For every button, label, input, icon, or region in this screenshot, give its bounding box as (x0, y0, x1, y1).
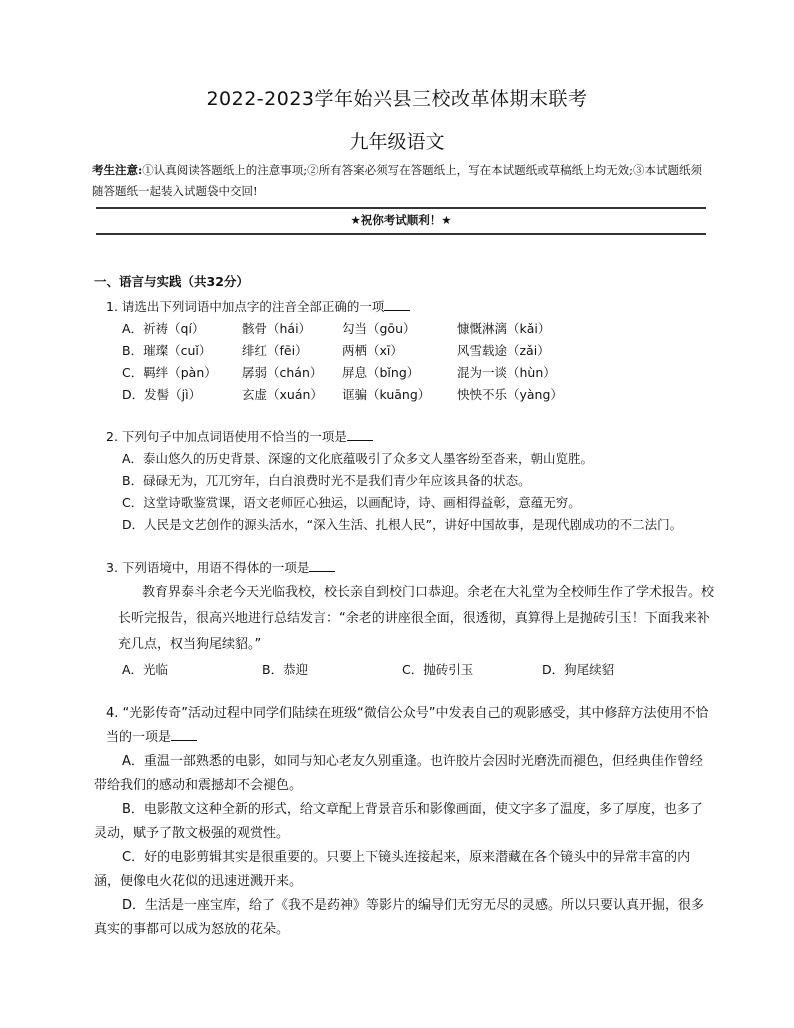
q1-b-4: 风雪载途（zǎi） (457, 343, 550, 358)
exam-notice (92, 160, 708, 202)
q2-option-a: A．泰山悠久的历史背景、深邃的文化底蕴吸引了众多文人墨客纷至沓来，朝山览胜。 (122, 451, 594, 466)
question-2-stem-text: 2. 下列句子中加点词语使用不恰当的一项是 (106, 429, 347, 444)
q1-option-c (94, 362, 714, 384)
answer-blank (309, 559, 335, 572)
q1-b-1: B．璀璨（cuǐ） (122, 343, 212, 358)
q3-passage: 教育界泰斗余老今天光临我校，校长亲自到校门口恭迎。余老在大礼堂为全校师生作了学术报告。校长听完报告，很高兴地进行总结发言：“余老的讲座很全面，很透彻，真算得上是抛砖引玉！下面我来补充几点，权当狗尾续貂。” (118, 585, 715, 652)
q1-d-2: 玄虚（xuán） (242, 387, 323, 402)
q4-option-a: A．重温一部熟悉的电影，如同与知心老友久别重逢。也许胶片会因时光磨洗而褪色，但经典佳作曾经带给我们的感动和震撼却不会褪色。 (94, 754, 703, 793)
notice-label: 考生注意: (92, 163, 143, 177)
q1-c-2: 孱弱（chán） (242, 365, 323, 380)
question-3 (94, 556, 714, 682)
notice-text: ①认真阅读答题纸上的注意事项;②所有答案必须写在答题纸上，写在本试题纸或草稿纸上均无效;③本试题纸须随答题纸一起装入试题袋中交回! (92, 163, 702, 198)
q1-b-3: 两栖（xī） (342, 343, 403, 358)
question-2-stem (94, 426, 714, 448)
q1-c-1: C．羁绊（pàn） (122, 365, 217, 380)
top-rule (96, 207, 706, 209)
question-1-stem (94, 296, 714, 318)
q1-d-3: 诓骗（kuāng） (342, 387, 431, 402)
q4-option-c: C．好的电影剪辑其实是很重要的。只要上下镜头连接起来，原来潜藏在各个镜头中的异常丰富的内涵，便像电火花似的迅速迸溅开来。 (94, 850, 691, 889)
q4-option-d: D．生活是一座宝库，给了《我不是药神》等影片的编导们无穷无尽的灵感。所以只要认真开掘，很多真实的事都可以成为怒放的花朵。 (94, 898, 705, 937)
q1-a-1: A．祈祷（qí） (122, 321, 205, 336)
q1-b-2: 绯红（fēi） (242, 343, 308, 358)
q1-a-3: 勾当（gōu） (342, 321, 416, 336)
q3-option-c: C．抛砖引玉 (402, 662, 474, 677)
q1-d-1: D．发髻（jì） (122, 387, 202, 402)
question-3-stem (94, 556, 714, 580)
exam-title: 2022-2023学年始兴县三校改革体期末联考 (206, 88, 588, 110)
blessing-text: ★祝你考试顺利！★ (350, 213, 452, 227)
q1-c-4: 混为一谈（hùn） (457, 365, 556, 380)
answer-blank (384, 298, 410, 311)
q2-option-c: C．这堂诗歌鉴赏课，语文老师匠心独运，以画配诗，诗、画相得益彰，意蕴无穷。 (122, 495, 581, 510)
exam-content (94, 272, 714, 942)
q3-option-b: B．恭迎 (262, 662, 309, 677)
q1-c-3: 屏息（bǐng） (342, 365, 420, 380)
q1-d-4: 怏怏不乐（yàng） (457, 387, 563, 402)
question-1-stem-text: 1. 请选出下列词语中加点字的注音全部正确的一项 (106, 299, 385, 314)
q1-a-4: 慷慨淋漓（kǎi） (457, 321, 551, 336)
q2-option-d: D．人民是文艺创作的源头活水，“深入生活、扎根人民”，讲好中国故事，是现代剧成功的不二法门。 (122, 517, 683, 532)
question-4-stem (94, 702, 714, 750)
question-1 (94, 296, 714, 406)
q1-option-d (94, 384, 714, 406)
q1-a-2: 骸骨（hái） (242, 321, 312, 336)
question-4-stem-text: 4. “光影传奇”活动过程中同学们陆续在班级“微信公众号”中发表自己的观影感受，其中修辞方法使用不恰当的一项是 (106, 706, 709, 745)
answer-blank (347, 428, 373, 441)
q1-option-a (94, 318, 714, 340)
q2-option-b: B．碌碌无为，兀兀穷年，白白浪费时光不是我们青少年应该具备的状态。 (122, 473, 531, 488)
section-heading: 一、语言与实践（共32分） (94, 274, 249, 289)
q1-option-b (94, 340, 714, 362)
question-4 (94, 702, 714, 942)
question-2 (94, 426, 714, 536)
q3-options (94, 658, 714, 682)
q3-option-d: D．狗尾续貂 (542, 662, 615, 677)
question-3-stem-text: 3. 下列语境中，用语不得体的一项是 (106, 560, 310, 575)
exam-subtitle: 九年级语文 (349, 131, 445, 153)
q3-option-a: A．光临 (122, 662, 169, 677)
q4-option-b: B．电影散文这种全新的形式，给文章配上背景音乐和影像画面，使文字多了温度，多了厚度，也多了灵动，赋予了散文极强的观赏性。 (94, 802, 703, 841)
answer-blank (171, 728, 197, 741)
bottom-rule (96, 233, 706, 235)
